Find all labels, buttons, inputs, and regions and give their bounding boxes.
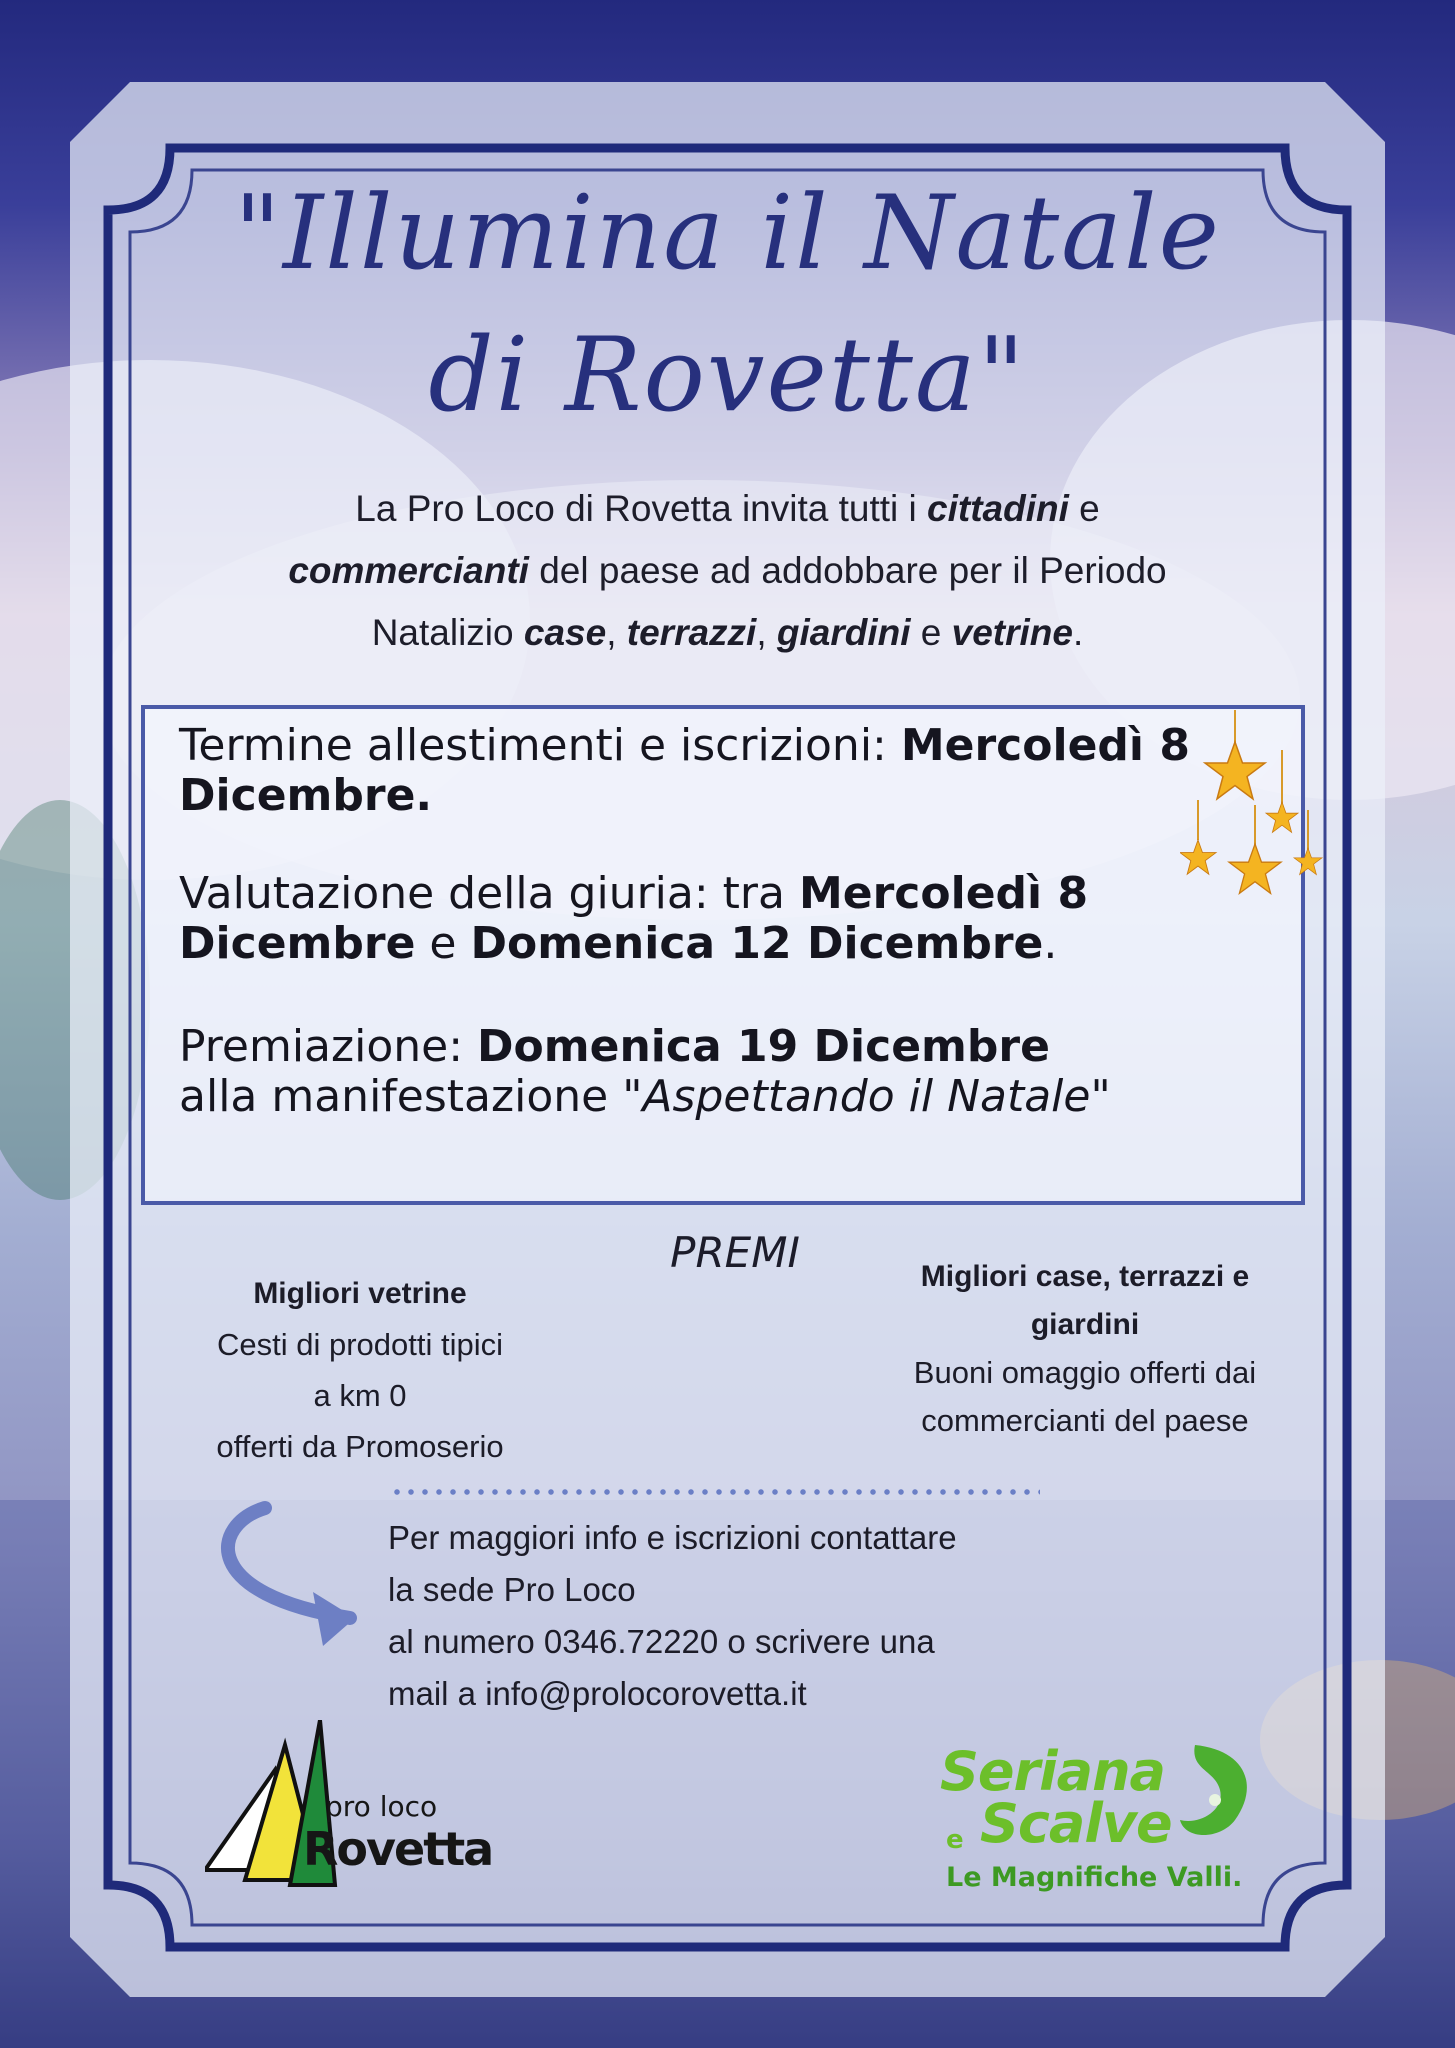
- prizes-heading: PREMI: [670, 1228, 800, 1277]
- tagline: Le Magnifiche Valli.: [946, 1862, 1243, 1893]
- title-line-1: "Illumina il Natale: [234, 174, 1221, 293]
- prize-line: offerti da Promoserio: [216, 1429, 504, 1464]
- seriana-label: Seriana: [940, 1740, 1165, 1803]
- contact-info: [388, 1512, 1148, 1720]
- jury-text: Valutazione della giuria: tra Mercoledì 8 Dicembre e Domenica 12 Dicembre.: [179, 868, 1089, 969]
- prize-line: Cesti di prodotti tipici: [216, 1327, 503, 1362]
- curved-arrow-icon: [205, 1500, 375, 1650]
- prize-houses: [860, 1253, 1310, 1445]
- contact-line: la sede Pro Loco: [388, 1571, 636, 1608]
- pro-loco-label: pro loco: [325, 1790, 438, 1823]
- prize-title: giardini: [1030, 1308, 1140, 1341]
- prize-line: commercianti del paese: [921, 1403, 1249, 1438]
- contact-line: Per maggiori info e iscrizioni contattare: [388, 1519, 957, 1556]
- schedule-box: [141, 705, 1305, 1205]
- contact-line: al numero 0346.72220 o scrivere una: [388, 1623, 935, 1660]
- and-label: e: [946, 1825, 964, 1855]
- pro-loco-rovetta-logo: [205, 1720, 505, 1890]
- prize-shop-windows: [160, 1268, 560, 1472]
- dotted-divider: [390, 1488, 1040, 1496]
- prize-title: Migliori vetrine: [253, 1277, 467, 1310]
- swirl-icon: [1165, 1740, 1265, 1850]
- seriana-scalve-logo: [940, 1740, 1270, 1900]
- title-line-2: di Rovetta": [428, 316, 1027, 435]
- rovetta-label: Rovetta: [303, 1822, 493, 1876]
- prize-line: a km 0: [313, 1378, 407, 1413]
- intro-paragraph: La Pro Loco di Rovetta invita tutti i cittadini e commercianti del paese ad addobbare per il Periodo Natalizio case, terrazzi, giardini e vetrine.: [288, 488, 1167, 653]
- contact-line: mail a info@prolocorovetta.it: [388, 1675, 807, 1712]
- award-text: Premiazione: Domenica 19 Dicembre alla manifestazione "Aspettando il Natale": [179, 1021, 1111, 1122]
- stars-icon: [1180, 710, 1325, 910]
- scalve-label: Scalve: [980, 1792, 1172, 1855]
- deadline-text: Termine allestimenti e iscrizioni: Mercoledì 8 Dicembre.: [179, 720, 1190, 821]
- prize-title: Migliori case, terrazzi e: [920, 1260, 1250, 1293]
- prize-line: Buoni omaggio offerti dai: [913, 1355, 1257, 1390]
